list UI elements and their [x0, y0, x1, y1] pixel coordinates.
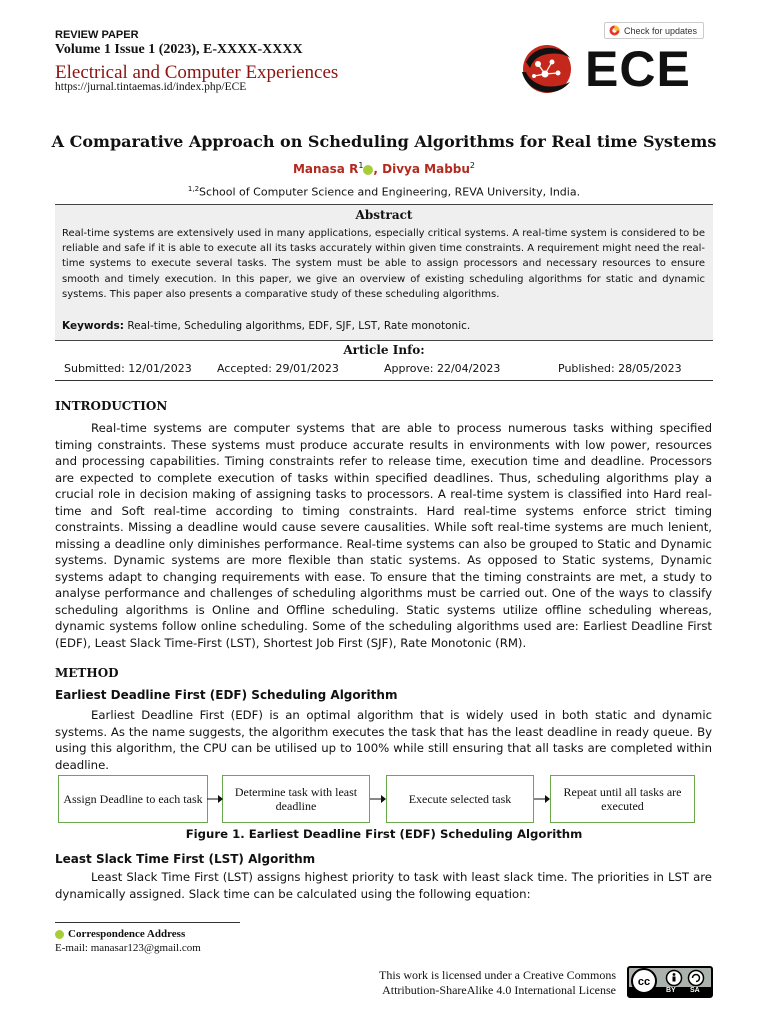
ece-logo-text: ECE	[585, 41, 691, 97]
flow-arrow-2-icon	[369, 793, 387, 805]
license-line-1: This work is licensed under a Creative Commons	[379, 968, 616, 982]
figure-caption: Figure 1. Earliest Deadline First (EDF) Scheduling Algorithm	[185, 827, 583, 841]
crossmark-icon	[609, 25, 620, 36]
affiliation-sup: 1,2	[187, 185, 200, 193]
check-for-updates-button[interactable]	[604, 22, 704, 39]
ece-logo-emblem-icon	[512, 42, 582, 96]
flow-step-2: Determine task with least deadline	[222, 775, 370, 823]
license-text	[300, 968, 616, 998]
author-list: Manasa $R^1$ , Divya Mabbu$^2$	[292, 161, 476, 176]
keywords	[62, 320, 470, 332]
affiliation-text: School of Computer Science and Engineering, REVA University, India.	[199, 185, 581, 199]
flow-step-1: Assign Deadline to each task	[58, 775, 208, 823]
cc-sa-label: SA	[690, 987, 700, 994]
lst-text: Least Slack Time First (LST) assigns highest priority to task with least slack time. The priorities in LST are dynamically assigned. Slack time can be calculated using the following equation:	[55, 870, 712, 901]
edf-heading: Earliest Deadline First (EDF) Scheduling Algorithm	[55, 688, 398, 702]
flow-arrow-3-icon	[533, 793, 551, 805]
orcid-icon[interactable]	[363, 165, 373, 175]
submitted-date: Submitted: 12/01/2023	[64, 362, 192, 375]
review-paper-label: REVIEW PAPER	[55, 29, 139, 41]
edf-text: Earliest Deadline First (EDF) is an optimal algorithm that is widely used in both static and dynamic systems. As the name suggests, the algorithm executes the task that has the least deadline in ready queue. By using this algorithm, the CPU can be utilised up to 100% while still ensuring that all tasks are completed within deadline.	[55, 708, 712, 772]
correspondence	[55, 928, 185, 940]
introduction-text: Real-time systems are computer systems that are able to process numerous tasks withing specified timing constraints. These systems must produce accurate results in environments with low power, resources and processing capabilities. Timing constraints refer to release time, execution time and deadline. Processors are expected to complete execution of tasks within specified deadlines. Thus, scheduling algorithms play a crucial role in decision making of assigning tasks to processors. A real-time system is classified into Hard real-time and Soft real-time according to timing constraints. Hard real-time systems enforce strict timing constraints. Missing a deadline would cause severe causalities. While soft real-time systems are much lenient, missing a deadline only diminishes performance. Real-time systems can also be grouped to Static and Dynamic systems. Dynamic systems are more flexible than static systems. As opposed to Static systems, Dynamic systems adapt to changing requirements with ease. To ensure that the timing constraints are met, a study to analyse performance and challenges of scheduling algorithms must be carried out. One of the ways to classify scheduling algorithms is Online and Offline scheduling. Static systems utilize offline scheduling whereas, dynamic systems follow online scheduling. Some of the scheduling algorithms used are: Earliest Deadline First (EDF), Least Slack Time-First (LST), Shortest Job First (SJF), Rate Monotonic (RM).	[55, 421, 712, 650]
keywords-text: Real-time, Scheduling algorithms, EDF, SJF, LST, Rate monotonic.	[127, 320, 471, 332]
flow-step-4: Repeat until all tasks are executed	[550, 775, 695, 823]
journal-url[interactable]: https://jurnal.tintaemas.id/index.php/ECE	[55, 81, 247, 93]
volume-info: Volume 1 Issue 1 (2023), E-XXXX-XXXX	[55, 42, 303, 57]
abstract-text: Real-time systems are extensively used in many applications, especially critical systems. A real-time system is considered to be reliable and safe if it is able to execute all its tasks accurately within given time constraints. A requirement might need the real-time systems to execute several tasks. The system must be able to assign processors and necessary resources to ensure smooth and timely execution. In this paper, we give an overview of existing scheduling algorithms for static and dynamic systems. This paper also presents a comparative study of these scheduling algorithms.	[62, 228, 705, 300]
journal-name: Electrical and Computer Experiences	[55, 62, 339, 83]
method-heading: METHOD	[55, 666, 119, 680]
check-for-updates-label: Check for updates	[624, 25, 698, 36]
footnote-divider	[55, 922, 240, 923]
approve-date: Approve: 22/04/2023	[384, 362, 501, 375]
correspondence-email[interactable]: E-mail: manasar123@gmail.com	[55, 942, 201, 954]
published-date: Published: 28/05/2023	[558, 362, 682, 375]
lst-heading: Least Slack Time First (LST) Algorithm	[55, 852, 316, 866]
cc-by-label: BY	[666, 987, 676, 994]
divider	[55, 380, 713, 381]
introduction-heading: INTRODUCTION	[55, 399, 168, 413]
author-2-name[interactable]: Divya Mabbu	[382, 162, 470, 176]
svg-text:cc: cc	[637, 976, 651, 988]
flow-step-3: Execute selected task	[386, 775, 534, 823]
author-1-sup: 1	[358, 161, 364, 170]
accepted-date: Accepted: 29/01/2023	[217, 362, 339, 375]
author-2-sup: 2	[469, 161, 476, 170]
author-1-name[interactable]: Manasa R	[292, 162, 359, 176]
paper-title: A Comparative Approach on Scheduling Algorithms for Real time Systems	[51, 132, 717, 151]
flow-arrow-1-icon	[206, 793, 224, 805]
cc-by-sa-badge[interactable]	[627, 966, 713, 998]
affiliation	[0, 185, 768, 199]
keywords-label: Keywords:	[62, 320, 124, 332]
license-line-2[interactable]: Attribution-ShareAlike 4.0 International License	[382, 983, 616, 997]
article-info-heading: Article Info:	[343, 343, 425, 357]
abstract-heading: Abstract	[355, 208, 413, 222]
correspondence-label: Correspondence Address	[68, 928, 186, 940]
orcid-icon	[55, 930, 64, 939]
